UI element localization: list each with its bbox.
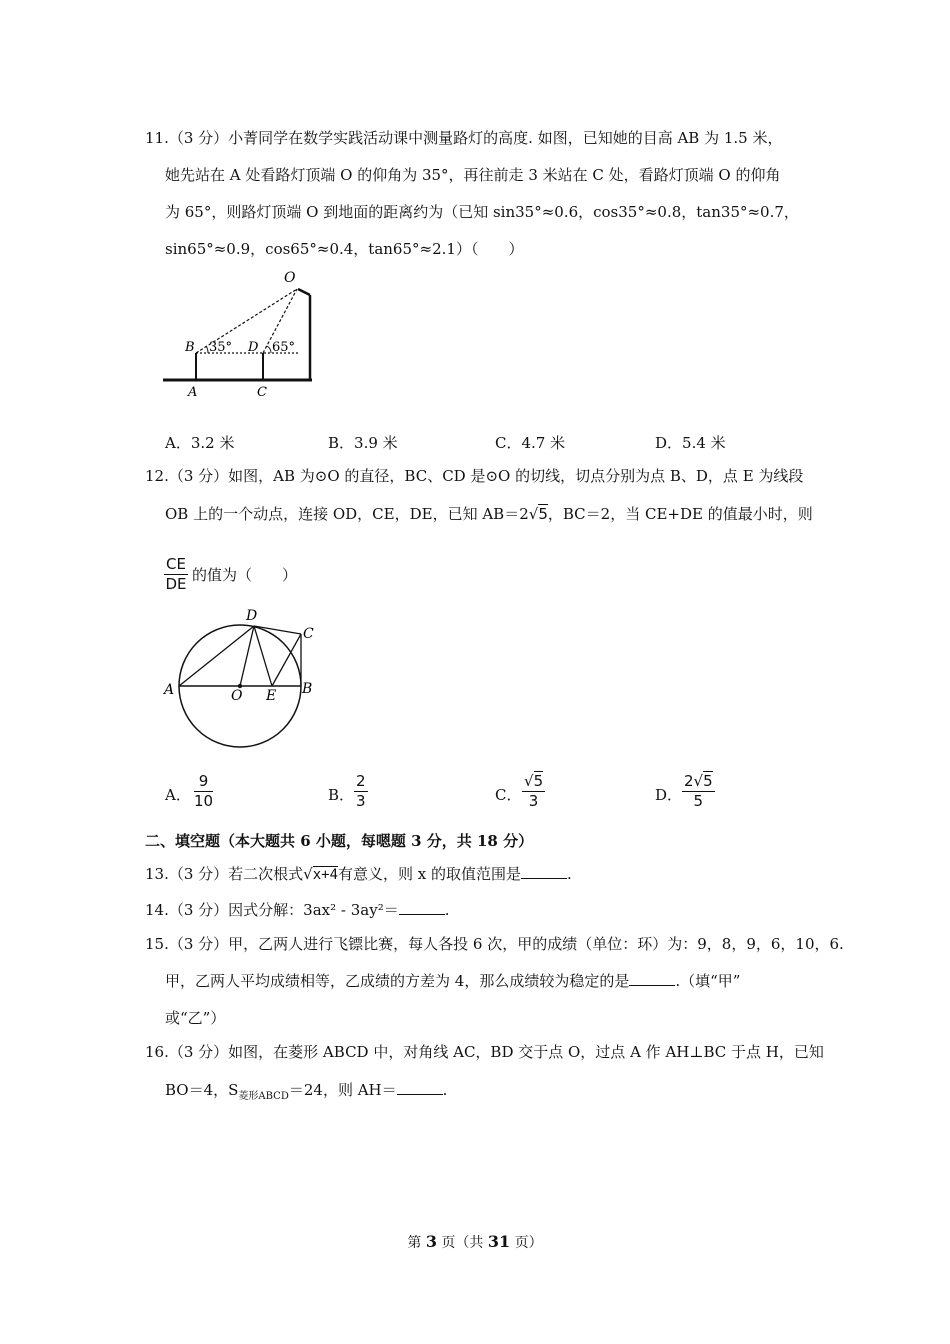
q12-option-d-label: D． <box>655 786 683 804</box>
q12-option-b-frac <box>354 772 368 811</box>
q12-option-d-root: 5 <box>703 772 713 790</box>
q12-label-B: B <box>302 681 313 697</box>
q11-line2: 她先站在 A 处看路灯顶端 O 的仰角为 35°，再往前走 3 米站在 C 处，看路灯顶端 O 的仰角 <box>165 166 781 184</box>
page-footer <box>0 1232 950 1252</box>
q12-label-C: C <box>303 626 314 642</box>
q12-option-c-den: 3 <box>528 792 539 810</box>
sqrt-symbol: √ <box>303 865 313 883</box>
q16-line2 <box>165 1080 447 1107</box>
q11-line4: sin65°≈0.9，cos65°≈0.4，tan65°≈2.1）（ ） <box>165 240 524 258</box>
q14-answer-blank[interactable] <box>399 900 445 915</box>
q11-label-A: A <box>188 385 198 400</box>
q12-root-5: 5 <box>538 505 548 523</box>
q11-line3: 为 65°，则路灯顶端 O 到地面的距离约为（已知 sin35°≈0.6，cos35°≈0.8，tan35°≈0.7， <box>165 203 799 221</box>
q11-angle-65: 65° <box>272 340 296 355</box>
q13-text-b: 有意义，则 x 的取值范围是 <box>338 865 522 883</box>
q11-option-c: C．4.7 米 <box>495 434 566 452</box>
q12-option-c-num: √5 <box>524 772 544 790</box>
q15-line2 <box>165 971 740 991</box>
q13-text-c: . <box>567 865 572 883</box>
q11-figure <box>160 265 325 405</box>
q12-option-b-label: B． <box>328 786 355 804</box>
footer-post: 页） <box>510 1235 543 1251</box>
q11-angle-35: 35° <box>209 340 233 355</box>
q11-option-a: A．3.2 米 <box>165 434 235 452</box>
footer-page-number: 3 <box>425 1232 437 1251</box>
q13-text-a: 13.（3 分）若二次根式 <box>145 865 304 883</box>
q12-option-a-frac <box>194 772 213 811</box>
q11-label-O: O <box>284 270 296 286</box>
sqrt-symbol: √ <box>528 505 539 523</box>
q12-option-a-label: A． <box>165 786 191 804</box>
q15-line3: 或“乙”） <box>165 1009 226 1027</box>
q13-answer-blank[interactable] <box>521 864 567 879</box>
q12-line3: 的值为（ ） <box>192 566 298 584</box>
q12-fraction-ce-de <box>164 555 188 594</box>
q12-frac-den: DE <box>165 575 187 593</box>
q14-text-c: . <box>444 901 450 919</box>
q12-option-a-den: 10 <box>194 792 214 810</box>
footer-total-pages: 31 <box>487 1232 511 1251</box>
q16-text-b: ＝24，则 AH＝ <box>288 1081 397 1099</box>
q12-option-d-coef: 2 <box>684 772 694 790</box>
q12-option-a-num: 9 <box>194 772 213 792</box>
q12-figure <box>160 600 330 755</box>
footer-pre: 第 <box>407 1235 426 1251</box>
q12-line1: 12.（3 分）如图，AB 为⊙O 的直径，BC、CD 是⊙O 的切线，切点分别为点 B、D，点 E 为线段 <box>145 467 804 485</box>
q12-option-d-den: 5 <box>693 792 704 810</box>
q16-answer-blank[interactable] <box>397 1080 443 1095</box>
q12-label-E: E <box>266 688 277 704</box>
q12-label-O: O <box>231 688 243 704</box>
q11-label-C: C <box>257 385 267 400</box>
q11-line1: 11.（3 分）小菁同学在数学实践活动课中测量路灯的高度. 如图，已知她的目高 AB 为 1.5 米， <box>145 129 783 147</box>
q12-label-D: D <box>246 608 258 624</box>
footer-mid: 页（共 <box>436 1235 488 1251</box>
q12-frac-num: CE <box>166 555 186 573</box>
q12-option-d-num: 2√5 <box>684 772 713 790</box>
q12-line2-a: OB 上的一个动点，连接 OD，CE，DE，已知 AB＝2 <box>165 505 529 523</box>
q12-option-c-frac <box>522 772 545 811</box>
q12-option-d-frac <box>682 772 715 811</box>
q12-option-b-den: 3 <box>356 792 366 810</box>
q12-option-c-root: 5 <box>533 772 544 790</box>
q12-line2-b: ，BC＝2，当 CE+DE 的值最小时，则 <box>547 505 813 523</box>
q13-radicand: x+4 <box>312 867 339 883</box>
q15-text-a: 甲，乙两人平均成绩相等，乙成绩的方差为 4，那么成绩较为稳定的是 <box>165 972 630 990</box>
q12-line2 <box>165 504 813 524</box>
q16-subscript: 菱形ABCD <box>238 1091 289 1102</box>
q16-line1: 16.（3 分）如图，在菱形 ABCD 中，对角线 AC，BD 交于点 O，过点 A 作 AH⊥BC 于点 H，已知 <box>145 1043 824 1061</box>
q11-option-d: D．5.4 米 <box>655 434 726 452</box>
q16-text-a: BO＝4，S <box>165 1081 239 1099</box>
q16-text-c: . <box>442 1081 448 1099</box>
q15-text-b: .（填“甲” <box>675 972 741 990</box>
q13-line <box>145 864 572 885</box>
q11-label-B: B <box>185 340 195 355</box>
q11-option-b: B．3.9 米 <box>328 434 398 452</box>
q12-label-A: A <box>164 682 175 698</box>
section-heading-fill-in: 二、填空题（本大题共 6 小题，每嗯题 3 分，共 18 分） <box>145 832 534 850</box>
q14-text-a: 14.（3 分）因式分解：3ax² - 3ay²＝ <box>145 901 399 919</box>
q12-option-c-label: C． <box>495 786 522 804</box>
q15-line1: 15.（3 分）甲，乙两人进行飞镖比赛，每人各投 6 次，甲的成绩（单位：环）为：9，8，9，6，10，6. <box>145 935 844 953</box>
q11-label-D: D <box>248 340 259 355</box>
q15-answer-blank[interactable] <box>629 971 675 986</box>
q12-option-b-num: 2 <box>356 772 366 790</box>
q14-line <box>145 900 450 920</box>
